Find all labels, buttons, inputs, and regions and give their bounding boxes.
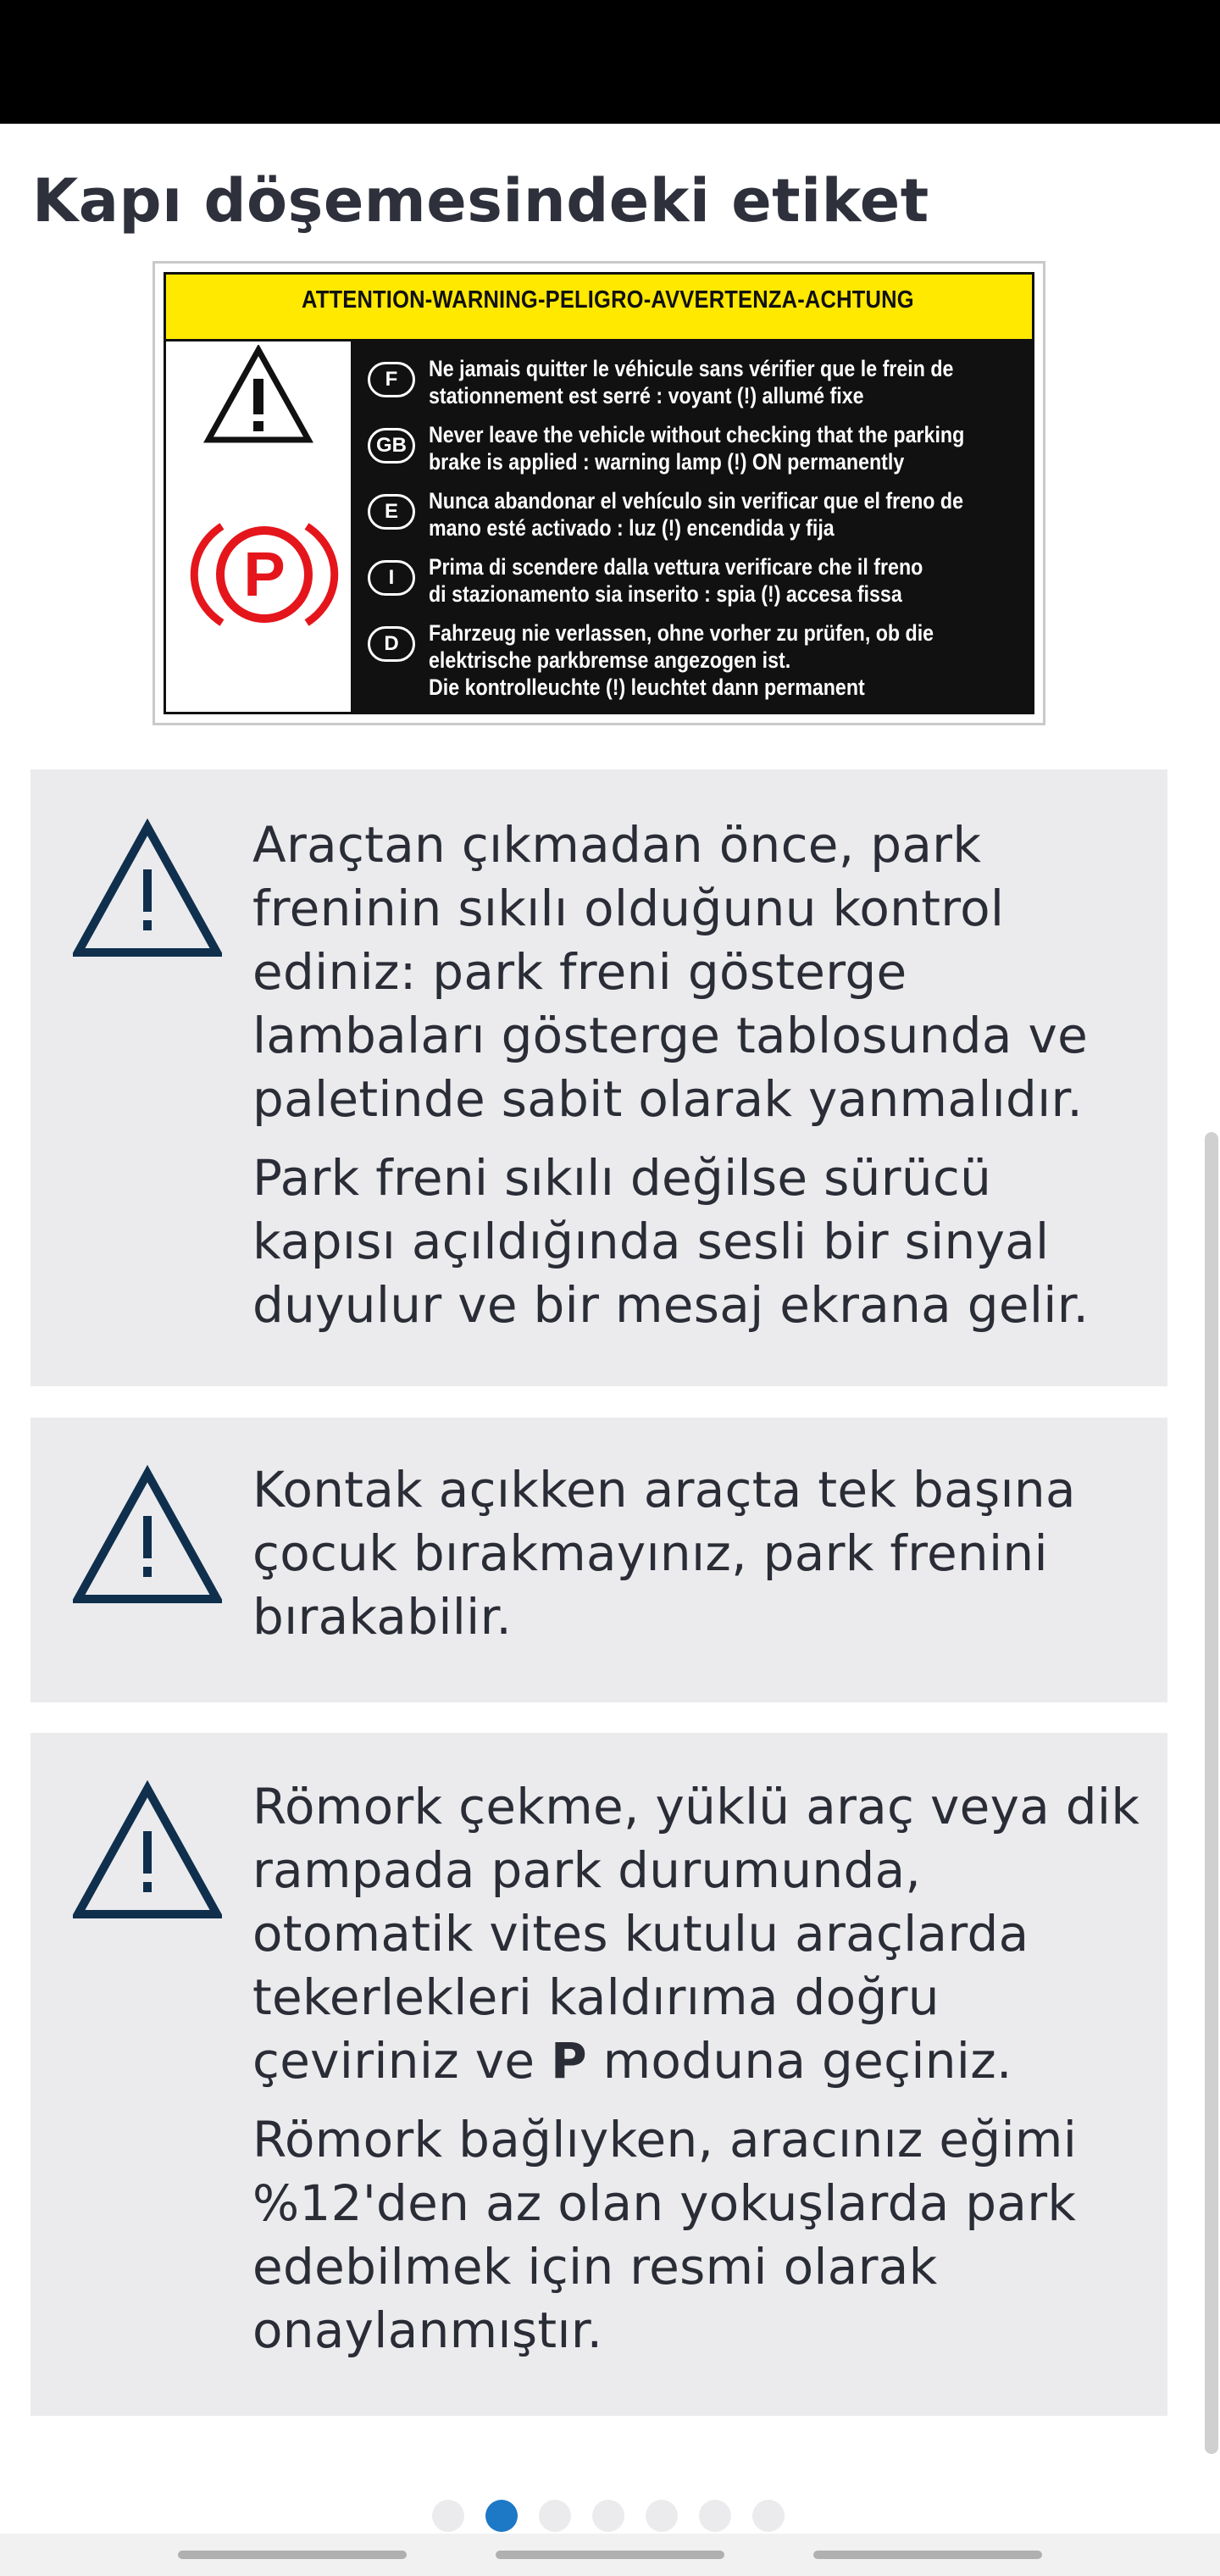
- warning-icon: [73, 1780, 222, 1921]
- label-line-text: [429, 355, 1026, 409]
- label-line-text: [429, 421, 1026, 475]
- lang-badge-e: E: [368, 494, 415, 530]
- label-line-text-1: Prima di scendere dalla vettura verificare che il freno: [429, 554, 923, 580]
- status-bar: [0, 0, 1220, 124]
- parking-brake-letter: P: [243, 539, 286, 609]
- label-line-e: [368, 487, 1023, 545]
- label-line-text-1: Never leave the vehicle without checking that the parking: [429, 422, 965, 447]
- label-warning-icon: [203, 345, 313, 445]
- warning-icon: [73, 819, 222, 959]
- label-line-d: [368, 619, 1023, 704]
- warning-text-3: [252, 1775, 1151, 2378]
- label-line-text-2: elektrische parkbremse angezogen ist.: [429, 647, 791, 673]
- warning-paragraph: [252, 1775, 1151, 2093]
- warning-text-2: [252, 1458, 1151, 1664]
- warning-text-part: moduna geçiniz.: [586, 2032, 1012, 2090]
- nav-handle-center[interactable]: [496, 2551, 724, 2559]
- parking-brake-icon: [188, 511, 341, 638]
- label-lines: [368, 355, 1023, 713]
- label-left-panel: [166, 341, 351, 712]
- label-header: [166, 275, 1032, 341]
- warning-paragraph: Park freni sıkılı değilse sürücü kapısı açıldığında sesli bir sinyal duyulur ve bir mesaj ekrana gelir.: [252, 1149, 1090, 1334]
- lang-badge-f: F: [368, 362, 415, 397]
- page-dot-1[interactable]: [432, 2500, 464, 2532]
- label-panel: [164, 272, 1034, 714]
- label-line-text-2: di stazionamento sia inserito : spia (!) accesa fissa: [429, 581, 902, 607]
- navigation-bar: [0, 2534, 1220, 2576]
- nav-handle-right[interactable]: [813, 2551, 1042, 2559]
- page-dot-4[interactable]: [592, 2500, 624, 2532]
- lang-badge-i: I: [368, 560, 415, 596]
- warning-text-1: [252, 813, 1151, 1352]
- warning-paragraph: Kontak açıkken araçta tek başına çocuk bırakmayınız, park frenini bırakabilir.: [252, 1461, 1076, 1646]
- warning-text-part: Römork çekme, yüklü araç veya dik rampada park durumunda, otomatik vites kutulu araçlarda tekerlekleri kaldırıma doğru çeviriniz ve: [252, 1778, 1140, 2090]
- label-line-text: [429, 619, 1026, 701]
- label-line-text-2: stationnement est serré : voyant (!) allumé fixe: [429, 383, 864, 408]
- label-line-text: [429, 553, 1026, 608]
- page-dot-7[interactable]: [752, 2500, 785, 2532]
- door-label-image: [152, 261, 1045, 725]
- warning-box-1: [30, 769, 1167, 1386]
- label-line-text: [429, 487, 1026, 541]
- page-dot-6[interactable]: [699, 2500, 731, 2532]
- p-mode-label: P: [551, 2032, 587, 2090]
- page-title: Kapı döşemesindeki etiket: [32, 166, 929, 236]
- label-line-text-1: Ne jamais quitter le véhicule sans vérifier que le frein de: [429, 356, 954, 381]
- label-line-text-1: Nunca abandonar el vehículo sin verificar que el freno de: [429, 488, 963, 514]
- scrollbar[interactable]: [1205, 1132, 1218, 2454]
- page-dot-3[interactable]: [539, 2500, 571, 2532]
- page-indicator: [0, 2500, 1220, 2534]
- label-line-text-1: Fahrzeug nie verlassen, ohne vorher zu prüfen, ob die: [429, 620, 934, 646]
- lang-badge-gb: GB: [368, 428, 415, 464]
- page-dot-5[interactable]: [646, 2500, 678, 2532]
- label-line-gb: [368, 421, 1023, 479]
- label-line-text-2: mano esté activado : luz (!) encendida y fija: [429, 515, 835, 541]
- nav-handle-left[interactable]: [178, 2551, 407, 2559]
- label-line-text-3: Die kontrolleuchte (!) leuchtet dann permanent: [429, 675, 865, 700]
- page-dot-2-active[interactable]: [485, 2500, 518, 2532]
- label-line-f: [368, 355, 1023, 413]
- warning-box-3: [30, 1733, 1167, 2416]
- lang-badge-d: D: [368, 626, 415, 662]
- warning-paragraph: Römork bağlıyken, aracınız eğimi %12'den az olan yokuşlarda park edebilmek için resmi olarak onaylanmıştır.: [252, 2111, 1078, 2359]
- label-line-text-2: brake is applied : warning lamp (!) ON permanently: [429, 449, 905, 475]
- warning-paragraph: Araçtan çıkmadan önce, park freninin sıkılı olduğunu kontrol ediniz: park freni gösterge lambaları gösterge tablosunda ve paletinde sabit olarak yanmalıdır.: [252, 816, 1089, 1128]
- label-line-i: [368, 553, 1023, 611]
- warning-box-2: [30, 1418, 1167, 1702]
- label-header-text: ATTENTION-WARNING-PELIGRO-AVVERTENZA-ACHTUNG: [302, 286, 914, 314]
- warning-icon: [73, 1465, 222, 1606]
